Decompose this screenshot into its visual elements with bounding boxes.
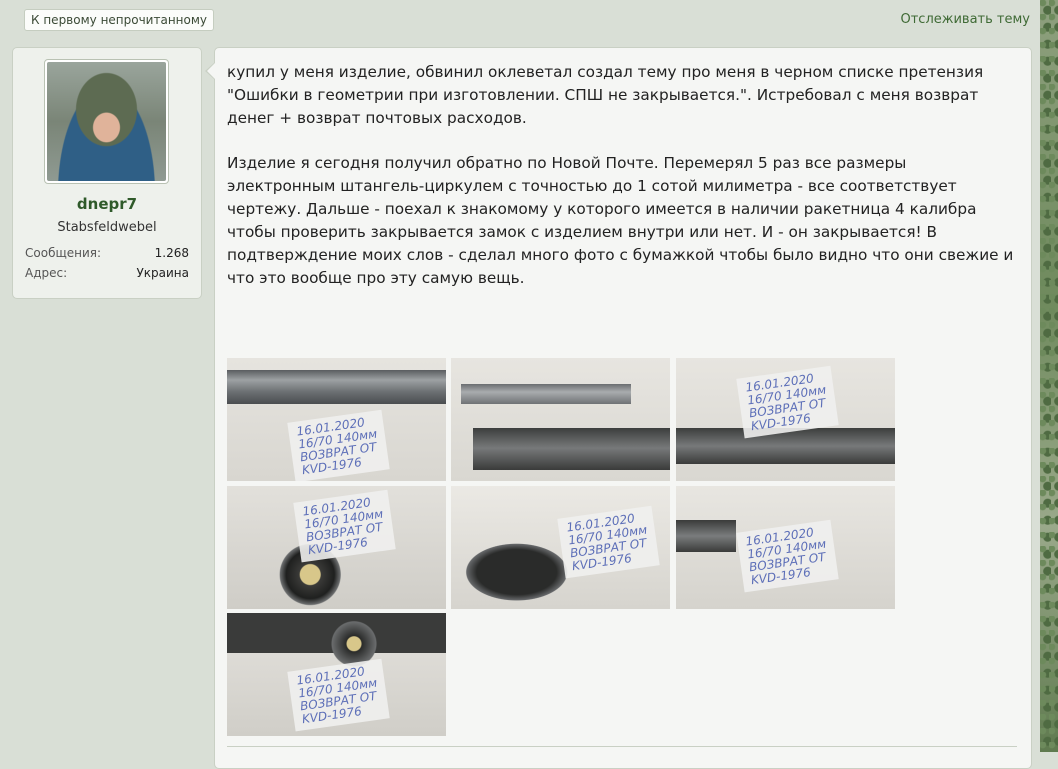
user-stat-messages	[25, 246, 189, 260]
photo-thumbnail-2[interactable]	[451, 358, 670, 481]
messages-label: Сообщения:	[25, 246, 102, 260]
background-camo-strip	[1040, 0, 1058, 752]
photo-thumbnail-6[interactable]	[676, 486, 895, 609]
note-label: 16.01.2020 16/70 140мм ВОЗВРАТ ОТ KVD-1976	[287, 659, 390, 732]
note-label: 16.01.2020 16/70 140мм ВОЗВРАТ ОТ KVD-1976	[736, 366, 839, 439]
note-label: 16.01.2020 16/70 140мм ВОЗВРАТ ОТ KVD-1976	[287, 410, 390, 481]
photo-thumbnail-1[interactable]	[227, 358, 446, 481]
post-paragraph-2: Изделие я сегодня получил обратно по Новой Почте. Перемерял 5 раз все размеры электронным штангель-циркулем с точностью до 1 сотой милиметра - все соответствует чертежу. Дальше - поехал к знакомому у которого имеется в наличии ракетница 4 калибра чтобы проверить закрывается замок с изделием внутри или нет. И - он закрывается! В подтверждение моих слов - сделал много фото с бумажкой чтобы было видно что они свежие и что это вообще про эту самую вещь.	[227, 154, 1014, 287]
avatar[interactable]	[47, 62, 166, 181]
note-label: 16.01.2020 16/70 140мм ВОЗВРАТ ОТ KVD-1976	[736, 520, 839, 593]
note-label: 16.01.2020 16/70 140мм ВОЗВРАТ ОТ KVD-1976	[293, 490, 396, 563]
user-title: Stabsfeldwebel	[57, 220, 157, 235]
user-card	[12, 47, 202, 299]
user-stat-address	[25, 266, 189, 280]
post-arrow-inner	[207, 63, 215, 79]
watch-thread-link[interactable]: Отслеживать тему	[900, 12, 1030, 27]
photo-thumbnail-7[interactable]	[227, 613, 446, 736]
photo-thumbnail-5[interactable]	[451, 486, 670, 609]
post-footer-divider	[227, 746, 1017, 747]
first-unread-button[interactable]: К первому непрочитанному	[24, 9, 214, 31]
note-label: 16.01.2020 16/70 140мм ВОЗВРАТ ОТ KVD-1976	[557, 506, 660, 579]
photo-thumbnail-4[interactable]	[227, 486, 446, 609]
address-value: Украина	[136, 266, 189, 280]
username[interactable]: dnepr7	[76, 195, 138, 213]
post-paragraph-1: купил у меня изделие, обвинил оклеветал создал тему про меня в черном списке претензия "Ошибки в геометрии при изготовлении. СПШ не закрывается.". Истребовал с меня возврат денег + возврат почтовых расходов.	[227, 63, 984, 127]
photo-thumbnail-3[interactable]	[676, 358, 895, 481]
avatar-frame[interactable]	[44, 59, 169, 184]
address-label: Адрес:	[25, 266, 68, 280]
messages-value[interactable]: 1.268	[154, 246, 189, 260]
